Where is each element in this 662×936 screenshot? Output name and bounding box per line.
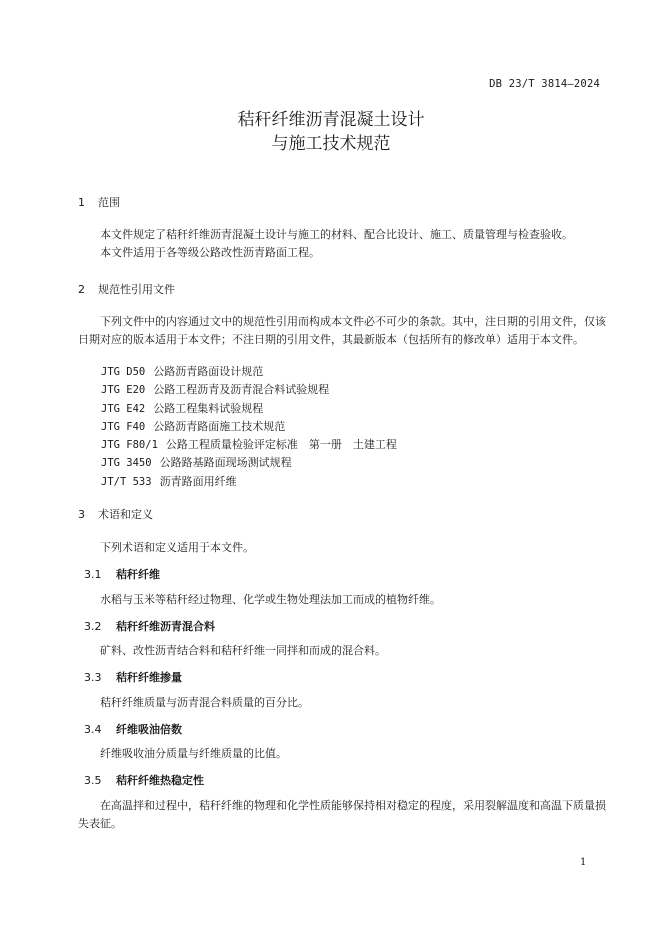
term-3-4-definition: 纤维吸收油分质量与纤维质量的比值。 [100, 747, 287, 760]
term-name: 秸秆纤维 [116, 568, 160, 581]
reference-title: 公路工程集料试验规程 [153, 401, 264, 415]
term-3-2-definition: 矿料、改性沥青结合料和秸秆纤维一同拌和而成的混合料。 [100, 644, 386, 657]
reference-item [101, 454, 397, 472]
reference-code: JT/T 533 [101, 475, 152, 488]
reference-title: 公路工程质量检验评定标准 第一册 土建工程 [165, 438, 397, 452]
term-name: 秸秆纤维掺量 [116, 671, 182, 684]
section-1-paragraph-1: 本文件规定了秸秆纤维沥青混凝土设计与施工的材料、配合比设计、施工、质量管理与检查验收。 [100, 228, 573, 241]
reference-code: JTG E20 [101, 384, 146, 397]
term-name: 纤维吸油倍数 [116, 723, 182, 736]
reference-item [101, 436, 397, 454]
term-name: 秸秆纤维沥青混合料 [116, 620, 215, 633]
reference-title: 沥青路面用纤维 [159, 474, 237, 488]
section-3-heading [78, 506, 153, 522]
reference-item [101, 381, 397, 399]
term-3-1-definition: 水稻与玉米等秸秆经过物理、化学或生物处理法加工而成的植物纤维。 [100, 593, 441, 606]
term-name: 秸秆纤维热稳定性 [116, 774, 204, 787]
term-number: 3.3 [84, 671, 102, 684]
reference-item [101, 363, 397, 381]
title-line-2: 与施工技术规范 [271, 134, 391, 154]
reference-code: JTG D50 [101, 366, 146, 378]
section-2-paragraph: 下列文件中的内容通过文中的规范性引用而构成本文件必不可少的条款。其中，注日期的引用文件，仅该日期对应的版本适用于本文件；不注日期的引用文件，其最新版本（包括所有的修改单）适用于本文件。 [78, 315, 606, 346]
section-title: 范围 [98, 196, 120, 209]
title-line-1: 秸秆纤维沥青混凝土设计 [237, 110, 425, 130]
term-number: 3.2 [84, 620, 102, 633]
reference-item [101, 473, 397, 491]
reference-item [101, 418, 397, 436]
term-3-1-heading [84, 566, 160, 582]
reference-code: JTG F40 [101, 420, 146, 433]
term-3-3-definition: 秸秆纤维质量与沥青混合料质量的百分比。 [100, 696, 309, 709]
reference-code: JTG E42 [101, 402, 146, 415]
section-number: 1 [78, 196, 85, 209]
section-number: 2 [78, 283, 85, 296]
reference-code: JTG F80/1 [101, 439, 158, 452]
standard-code: DB 23/T 3814—2024 [489, 78, 600, 90]
reference-title: 公路工程沥青及沥青混合料试验规程 [153, 383, 330, 397]
reference-title: 公路路基路面现场测试规程 [159, 456, 292, 470]
term-3-5-heading [84, 772, 204, 788]
section-1-heading [78, 194, 120, 210]
term-3-3-heading [84, 669, 182, 685]
term-number: 3.5 [84, 774, 102, 787]
section-3-intro: 下列术语和定义适用于本文件。 [100, 541, 254, 554]
reference-list [101, 363, 397, 491]
reference-title: 公路沥青路面施工技术规范 [153, 419, 286, 433]
term-number: 3.4 [84, 723, 102, 736]
section-title: 术语和定义 [98, 508, 153, 521]
reference-title: 公路沥青路面设计规范 [153, 365, 264, 378]
section-1-paragraph-2: 本文件适用于各等级公路改性沥青路面工程。 [100, 246, 320, 259]
document-title [0, 108, 662, 156]
reference-item [101, 400, 397, 418]
reference-code: JTG 3450 [101, 457, 152, 470]
section-title: 规范性引用文件 [98, 283, 175, 296]
term-3-4-heading [84, 721, 182, 737]
term-3-2-heading [84, 618, 215, 634]
page-number: 1 [580, 857, 587, 868]
section-number: 3 [78, 508, 85, 521]
term-number: 3.1 [84, 568, 102, 581]
section-2-heading [78, 281, 175, 297]
term-3-5-definition: 在高温拌和过程中，秸秆纤维的物理和化学性质能够保持相对稳定的程度，采用裂解温度和高温下质量损失表征。 [78, 799, 606, 830]
